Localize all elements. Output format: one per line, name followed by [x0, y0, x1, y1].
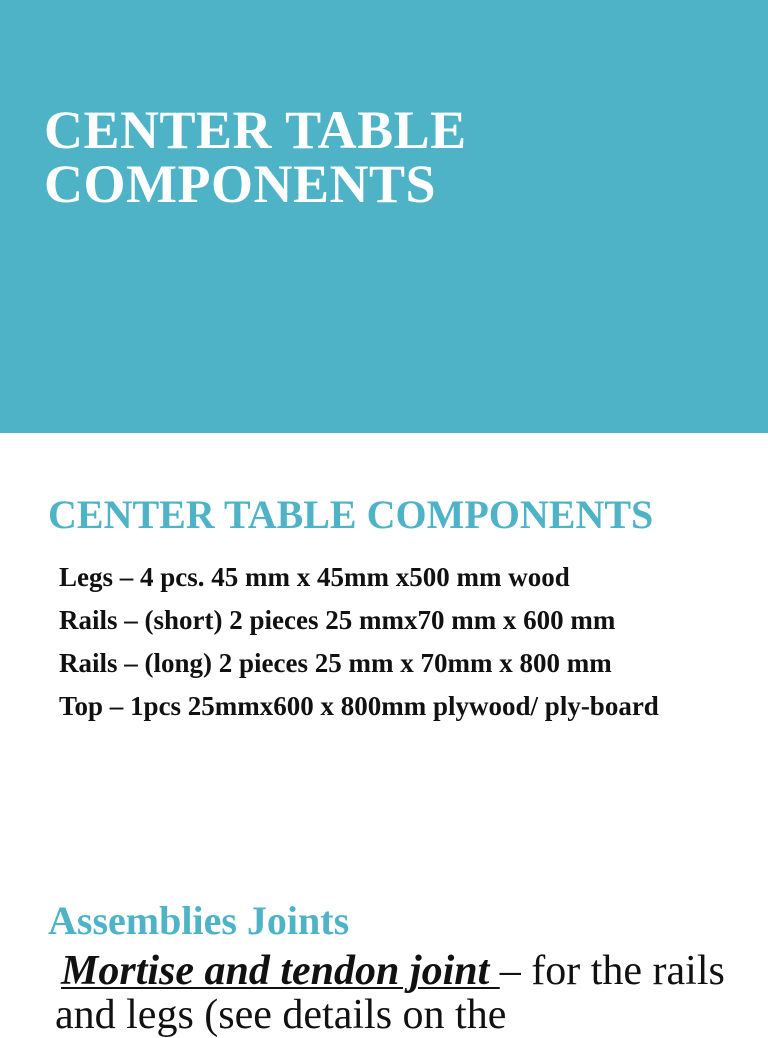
components-heading: CENTER TABLE COMPONENTS: [48, 492, 654, 537]
joint-name: Mortise and tendon joint: [61, 948, 500, 994]
component-item-long-rails: Rails – (long) 2 pieces 25 mm x 70mm x 800 mm: [59, 648, 612, 678]
component-item-short-rails: Rails – (short) 2 pieces 25 mmx70 mm x 600 mm: [59, 605, 616, 635]
slide-title: [44, 100, 467, 214]
joints-heading: Assemblies Joints: [48, 898, 350, 943]
components-slide: [0, 433, 768, 1038]
component-list: [55, 561, 735, 733]
component-item-legs: Legs – 4 pcs. 45 mm x 45mm x500 mm wood: [59, 562, 570, 592]
slide-title-line-1: CENTER TABLE: [44, 100, 467, 160]
joint-description: – for the rails and legs (see details on the: [55, 948, 725, 1038]
title-slide: [0, 0, 768, 433]
component-item-top: Top – 1pcs 25mmx600 x 800mm plywood/ ply-board: [59, 691, 659, 721]
slide-title-line-2: COMPONENTS: [44, 154, 437, 214]
